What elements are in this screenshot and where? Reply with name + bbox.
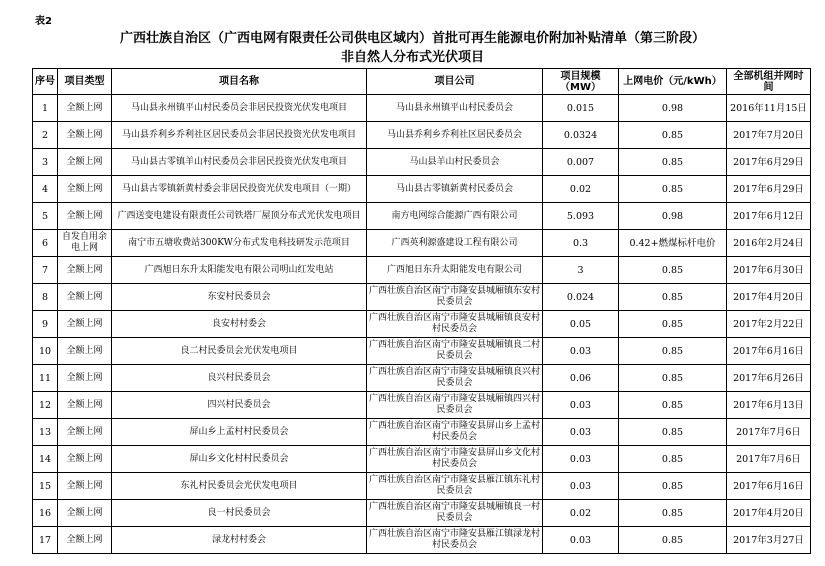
cell-project-scale: 0.015	[543, 95, 619, 122]
cell-seq: 6	[33, 230, 58, 257]
cell-project-type: 全额上网	[58, 392, 112, 419]
table-row	[33, 527, 811, 554]
cell-project-company: 广西壮族自治区南宁市隆安县屏山乡上孟村村民委员会	[367, 419, 543, 446]
cell-project-company: 马山县羊山村民委员会	[367, 149, 543, 176]
cell-grid-connection-date: 2017年6月26日	[727, 365, 811, 392]
header-seq: 序号	[33, 69, 58, 95]
cell-grid-price: 0.98	[619, 95, 727, 122]
cell-seq: 11	[33, 365, 58, 392]
cell-project-type: 全额上网	[58, 257, 112, 284]
cell-project-name: 东安村民委员会	[112, 284, 367, 311]
cell-grid-price: 0.42+燃煤标杆电价	[619, 230, 727, 257]
cell-project-type: 全额上网	[58, 527, 112, 554]
cell-grid-price: 0.85	[619, 500, 727, 527]
cell-project-company: 广西壮族自治区南宁市隆安县雁江镇渌龙村村民委员会	[367, 527, 543, 554]
document-subtitle: 非自然人分布式光伏项目	[340, 50, 484, 65]
cell-seq: 1	[33, 95, 58, 122]
cell-grid-connection-date: 2016年11月15日	[727, 95, 811, 122]
cell-grid-connection-date: 2017年7月6日	[727, 446, 811, 473]
cell-grid-price: 0.85	[619, 176, 727, 203]
cell-project-scale: 3	[543, 257, 619, 284]
cell-project-name: 良一村民委员会	[112, 500, 367, 527]
cell-seq: 12	[33, 392, 58, 419]
cell-project-name: 良二村民委员会光伏发电项目	[112, 338, 367, 365]
cell-project-name: 马山县古零镇羊山村民委员会非居民投资光伏发电项目	[112, 149, 367, 176]
cell-seq: 2	[33, 122, 58, 149]
table-row	[33, 203, 811, 230]
cell-project-type: 全额上网	[58, 473, 112, 500]
table-row	[33, 338, 811, 365]
cell-grid-connection-date: 2017年6月29日	[727, 176, 811, 203]
cell-project-type: 全额上网	[58, 95, 112, 122]
subsidy-list-table	[32, 68, 811, 554]
cell-seq: 5	[33, 203, 58, 230]
header-project-type: 项目类型	[58, 69, 112, 95]
cell-project-type: 全额上网	[58, 338, 112, 365]
cell-project-company: 广西壮族自治区南宁市隆安县城厢镇良兴村民委员会	[367, 365, 543, 392]
cell-project-company: 广西旭日东升太阳能发电有限公司	[367, 257, 543, 284]
cell-project-scale: 0.02	[543, 176, 619, 203]
table-row	[33, 122, 811, 149]
cell-seq: 17	[33, 527, 58, 554]
cell-project-type: 全额上网	[58, 419, 112, 446]
cell-project-type: 全额上网	[58, 446, 112, 473]
cell-project-name: 广西送变电建设有限责任公司铁塔厂屋顶分布式光伏发电项目	[112, 203, 367, 230]
table-tag: 表2	[35, 16, 52, 27]
cell-project-name: 东礼村民委员会光伏发电项目	[112, 473, 367, 500]
cell-project-scale: 0.03	[543, 419, 619, 446]
cell-project-company: 广西英利源盛建设工程有限公司	[367, 230, 543, 257]
cell-project-scale: 0.06	[543, 365, 619, 392]
cell-seq: 15	[33, 473, 58, 500]
table-row	[33, 149, 811, 176]
cell-seq: 16	[33, 500, 58, 527]
table-row	[33, 284, 811, 311]
header-grid-connection-date: 全部机组并网时间	[727, 69, 811, 95]
cell-project-company: 马山县永州镇平山村民委员会	[367, 95, 543, 122]
cell-project-scale: 0.03	[543, 527, 619, 554]
cell-grid-connection-date: 2017年4月20日	[727, 500, 811, 527]
table-row	[33, 500, 811, 527]
cell-project-scale: 0.03	[543, 392, 619, 419]
table-header-row	[33, 69, 811, 95]
cell-project-name: 马山县古零镇新黄村委会非居民投资光伏发电项目（一期）	[112, 176, 367, 203]
cell-grid-price: 0.85	[619, 392, 727, 419]
cell-grid-price: 0.85	[619, 338, 727, 365]
cell-project-type: 全额上网	[58, 284, 112, 311]
cell-project-scale: 0.03	[543, 446, 619, 473]
cell-project-scale: 0.3	[543, 230, 619, 257]
header-project-company: 项目公司	[367, 69, 543, 95]
cell-project-name: 四兴村民委员会	[112, 392, 367, 419]
cell-grid-connection-date: 2017年7月20日	[727, 122, 811, 149]
table-body	[33, 95, 811, 554]
cell-project-scale: 5.093	[543, 203, 619, 230]
cell-grid-price: 0.85	[619, 365, 727, 392]
cell-project-scale: 0.02	[543, 500, 619, 527]
cell-grid-connection-date: 2017年7月6日	[727, 419, 811, 446]
cell-project-company: 广西壮族自治区南宁市隆安县城厢镇四兴村民委员会	[367, 392, 543, 419]
cell-grid-price: 0.85	[619, 149, 727, 176]
cell-seq: 8	[33, 284, 58, 311]
table-row	[33, 473, 811, 500]
cell-project-type: 全额上网	[58, 176, 112, 203]
cell-grid-connection-date: 2017年3月27日	[727, 527, 811, 554]
cell-project-company: 马山县乔利乡乔利社区居民委员会	[367, 122, 543, 149]
table-row	[33, 446, 811, 473]
cell-seq: 9	[33, 311, 58, 338]
cell-seq: 3	[33, 149, 58, 176]
cell-project-name: 屏山乡上孟村村民委员会	[112, 419, 367, 446]
cell-grid-connection-date: 2017年6月16日	[727, 473, 811, 500]
cell-project-type: 全额上网	[58, 365, 112, 392]
cell-project-company: 广西壮族自治区南宁市隆安县城厢镇良二村民委员会	[367, 338, 543, 365]
cell-grid-price: 0.85	[619, 446, 727, 473]
cell-project-scale: 0.03	[543, 338, 619, 365]
cell-grid-connection-date: 2017年6月12日	[727, 203, 811, 230]
cell-project-type: 全额上网	[58, 203, 112, 230]
cell-seq: 7	[33, 257, 58, 284]
cell-grid-price: 0.98	[619, 203, 727, 230]
cell-project-scale: 0.024	[543, 284, 619, 311]
cell-grid-price: 0.85	[619, 257, 727, 284]
cell-project-name: 马山县永州镇平山村民委员会非居民投资光伏发电项目	[112, 95, 367, 122]
cell-grid-price: 0.85	[619, 527, 727, 554]
cell-seq: 4	[33, 176, 58, 203]
cell-grid-price: 0.85	[619, 122, 727, 149]
cell-project-company: 广西壮族自治区南宁市隆安县雁江镇东礼村民委员会	[367, 473, 543, 500]
table-row	[33, 311, 811, 338]
cell-grid-connection-date: 2017年4月20日	[727, 284, 811, 311]
table-row	[33, 230, 811, 257]
cell-project-scale: 0.0324	[543, 122, 619, 149]
document-title: 广西壮族自治区（广西电网有限责任公司供电区域内）首批可再生能源电价附加补贴清单（第三阶段）	[119, 31, 705, 46]
cell-seq: 10	[33, 338, 58, 365]
table-row	[33, 392, 811, 419]
cell-grid-connection-date: 2017年6月13日	[727, 392, 811, 419]
cell-project-company: 广西壮族自治区南宁市隆安县城厢镇良一村民委员会	[367, 500, 543, 527]
cell-project-name: 马山县乔利乡乔利社区居民委员会非居民投资光伏发电项目	[112, 122, 367, 149]
cell-grid-connection-date: 2017年2月22日	[727, 311, 811, 338]
cell-grid-price: 0.85	[619, 311, 727, 338]
cell-grid-connection-date: 2017年6月16日	[727, 338, 811, 365]
cell-project-company: 广西壮族自治区南宁市隆安县城厢镇良安村村民委员会	[367, 311, 543, 338]
cell-project-type: 自发自用余电上网	[58, 230, 112, 257]
cell-project-company: 广西壮族自治区南宁市隆安县城厢镇东安村民委员会	[367, 284, 543, 311]
cell-project-type: 全额上网	[58, 149, 112, 176]
cell-project-name: 广西旭日东升太阳能发电有限公司明山红发电站	[112, 257, 367, 284]
table-row	[33, 176, 811, 203]
header-grid-price: 上网电价（元/kWh）	[619, 69, 727, 95]
cell-project-name: 良安村村委会	[112, 311, 367, 338]
header-project-scale: 项目规模（MW）	[543, 69, 619, 95]
cell-project-name: 屏山乡文化村村民委员会	[112, 446, 367, 473]
cell-grid-price: 0.85	[619, 284, 727, 311]
cell-grid-price: 0.85	[619, 473, 727, 500]
cell-project-company: 广西壮族自治区南宁市隆安县屏山乡文化村村民委员会	[367, 446, 543, 473]
cell-project-company: 马山县古零镇新黄村民委员会	[367, 176, 543, 203]
cell-seq: 14	[33, 446, 58, 473]
cell-project-type: 全额上网	[58, 311, 112, 338]
table-row	[33, 95, 811, 122]
table-row	[33, 257, 811, 284]
cell-grid-price: 0.85	[619, 419, 727, 446]
table-row	[33, 419, 811, 446]
cell-grid-connection-date: 2017年6月29日	[727, 149, 811, 176]
cell-project-scale: 0.03	[543, 473, 619, 500]
cell-project-company: 南方电网综合能源广西有限公司	[367, 203, 543, 230]
cell-project-scale: 0.05	[543, 311, 619, 338]
cell-seq: 13	[33, 419, 58, 446]
cell-project-type: 全额上网	[58, 500, 112, 527]
cell-project-name: 南宁市五塘收费站300KW分布式发电科技研发示范项目	[112, 230, 367, 257]
table-row	[33, 365, 811, 392]
header-project-name: 项目名称	[112, 69, 367, 95]
cell-project-name: 良兴村民委员会	[112, 365, 367, 392]
cell-project-scale: 0.007	[543, 149, 619, 176]
cell-project-name: 渌龙村村委会	[112, 527, 367, 554]
cell-project-type: 全额上网	[58, 122, 112, 149]
cell-grid-connection-date: 2017年6月30日	[727, 257, 811, 284]
cell-grid-connection-date: 2016年2月24日	[727, 230, 811, 257]
